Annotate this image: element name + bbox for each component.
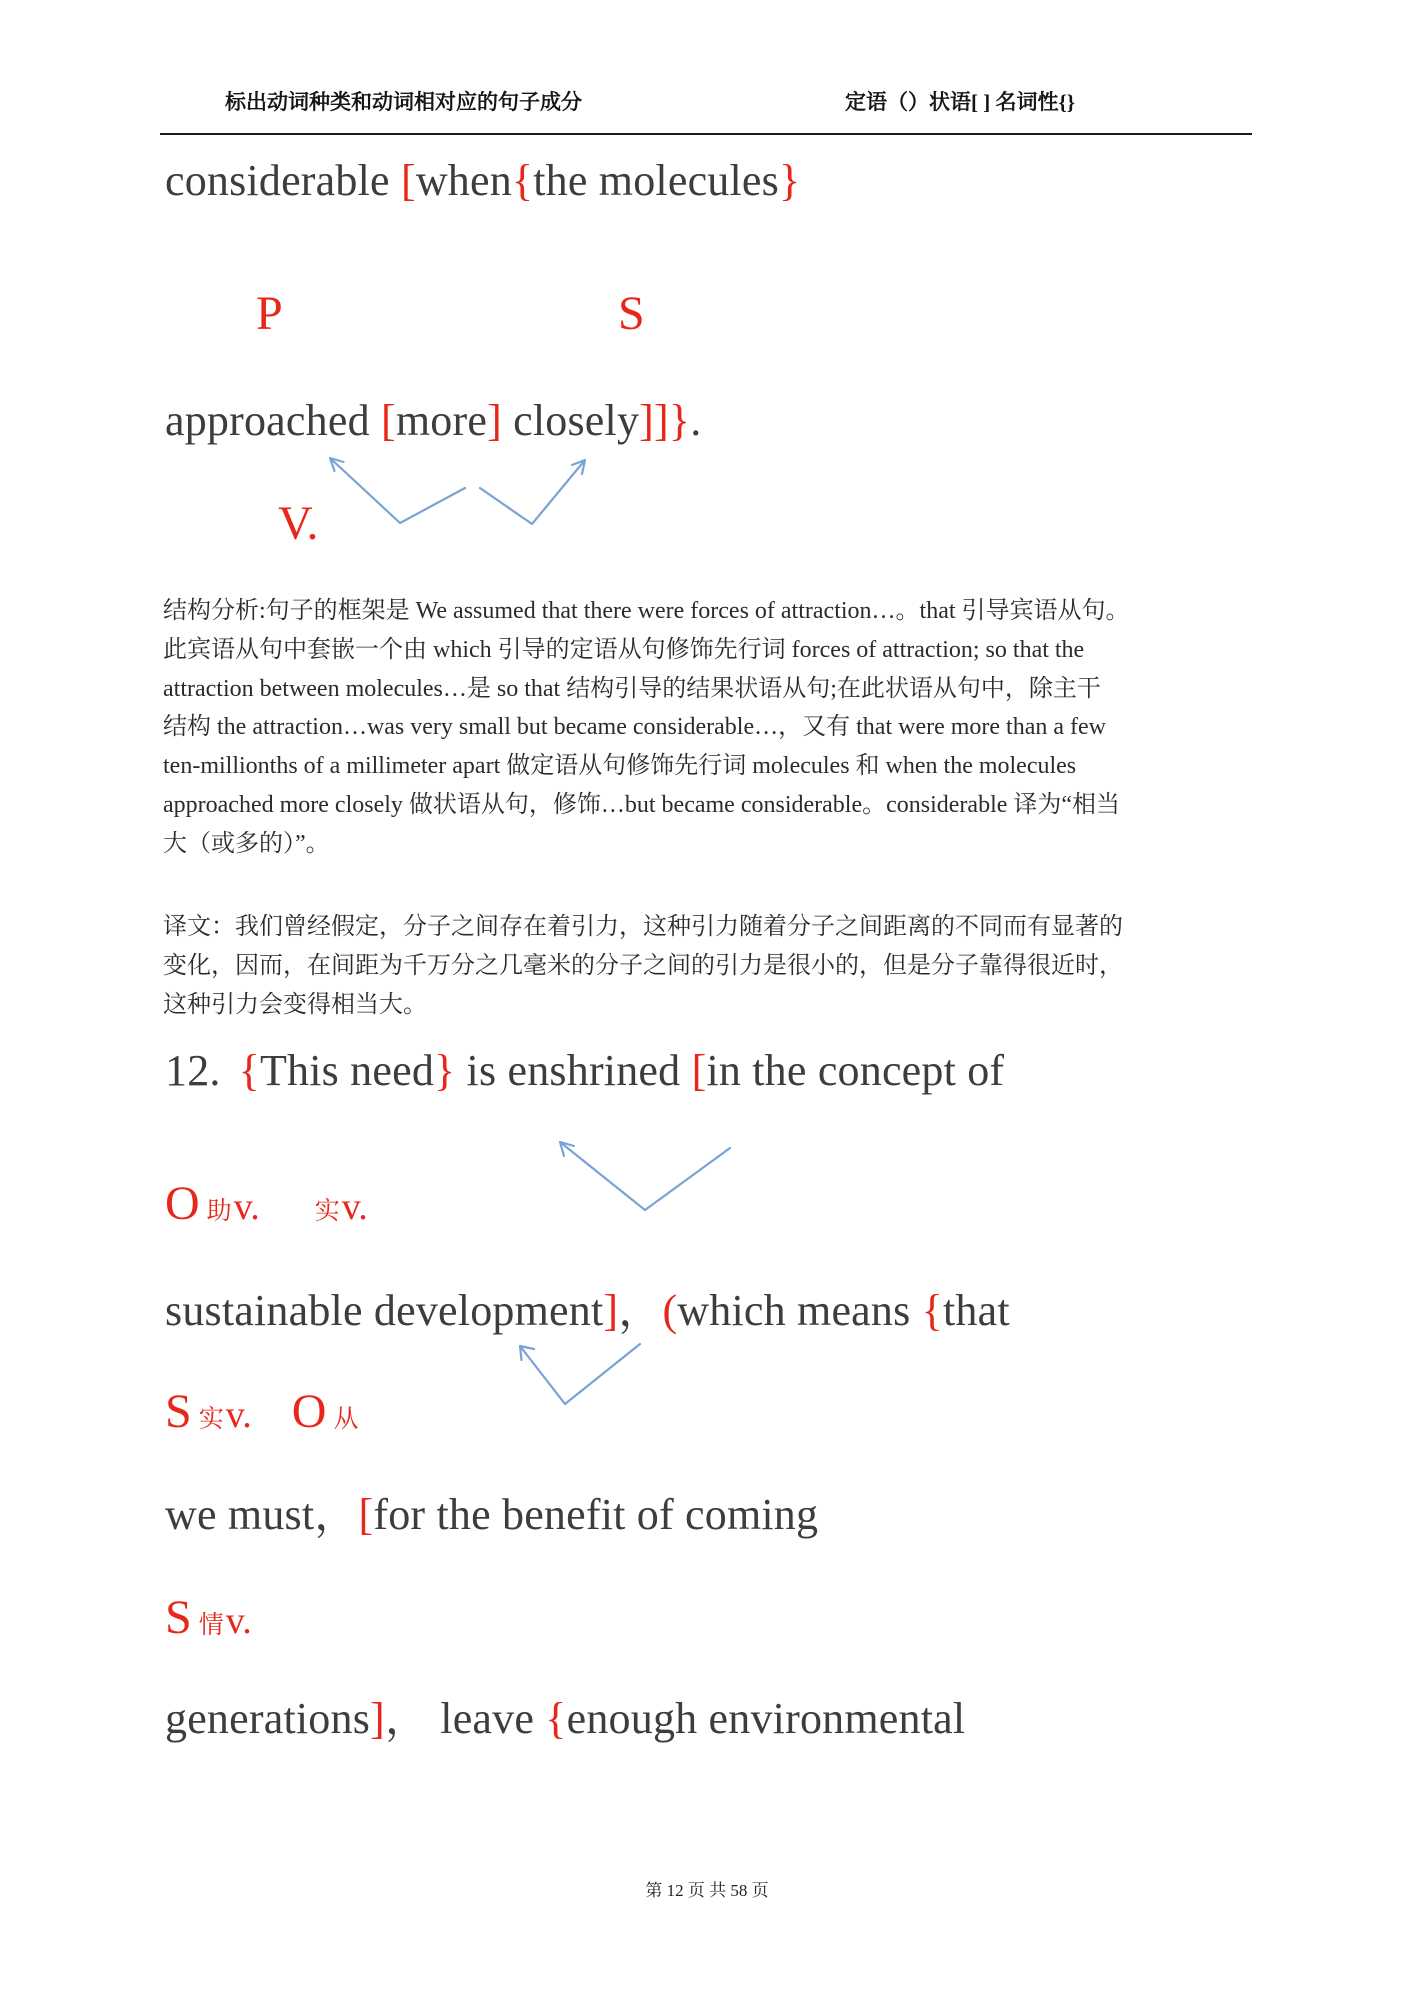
- analysis-line: 此宾语从句中套嵌一个由 which 引导的定语从句修饰先行词 forces of attraction; so that the: [163, 636, 1085, 663]
- annotation-s-shi-v-o-cong: [165, 1385, 360, 1438]
- sentence-11-line-2: [165, 396, 701, 445]
- text-run: for the benefit of coming: [373, 1490, 819, 1539]
- bracket-run: }: [434, 1046, 456, 1095]
- bracket-run: [: [691, 1046, 707, 1095]
- translation-line: 变化，因而，在间距为千万分之几毫米的分子之间的引力是很小的，但是分子靠得很近时，: [163, 952, 1123, 979]
- analysis-line: 结构 the attraction…was very small but became considerable…，又有 that were more than a few: [163, 714, 1107, 741]
- text-run: in the concept of: [706, 1046, 1005, 1095]
- sentence-11-line-1: [165, 156, 800, 205]
- modal-verb-tag: 情: [198, 1612, 224, 1639]
- bracket-run: {: [238, 1046, 260, 1095]
- structure-analysis-paragraph: [163, 592, 1130, 864]
- item-number: 12.: [165, 1046, 221, 1095]
- bracket-run: (: [662, 1286, 678, 1335]
- verb-abbrev: v.: [341, 1186, 368, 1228]
- translation-paragraph: [163, 908, 1123, 1024]
- text-run: enough environmental: [566, 1694, 966, 1743]
- bracket-run: ]]}: [639, 396, 691, 445]
- bracket-run: {: [921, 1286, 943, 1335]
- translation-line: 译文：我们曾经假定，分子之间存在着引力，这种引力随着分子之间距离的不同而有显著的: [163, 914, 1123, 940]
- verb-abbrev: v.: [225, 1600, 252, 1642]
- object-label: O: [291, 1385, 327, 1438]
- bracket-run: [: [358, 1490, 374, 1539]
- bracket-run: {: [511, 156, 534, 205]
- text-run: closely: [501, 396, 640, 445]
- notional-verb-tag: 实: [314, 1198, 340, 1225]
- text-run: the molecules: [533, 156, 779, 205]
- text-run: considerable: [165, 156, 401, 205]
- analysis-line: attraction between molecules…是 so that 结构引导的结果状语从句;在此状语从句中，除主干: [163, 675, 1101, 702]
- page-number-footer: 第 12 页 共 58 页: [645, 1881, 769, 1900]
- bracket-run: [: [400, 156, 416, 205]
- bracket-run: ]: [603, 1286, 619, 1335]
- verb-connector-arrow-icon: [505, 1335, 655, 1415]
- header-rule: [160, 133, 1252, 135]
- text-run: when: [415, 156, 512, 205]
- subject-label: S: [618, 287, 645, 340]
- verb-connector-arrow-icon: [300, 445, 600, 540]
- sentence-12-line-4: [165, 1694, 965, 1743]
- aux-verb-tag: 助: [206, 1198, 232, 1225]
- text-run: generations: [165, 1694, 371, 1743]
- annotation-o-zhu-v: [165, 1177, 368, 1230]
- verb-abbrev: v.: [233, 1186, 260, 1228]
- text-run: sustainable development: [165, 1286, 604, 1335]
- text-run: ， leave: [384, 1694, 546, 1743]
- object-label: O: [165, 1177, 200, 1230]
- sentence-12-line-3: [165, 1490, 818, 1539]
- text-run: is enshrined: [455, 1046, 692, 1095]
- clause-tag: 从: [333, 1406, 359, 1433]
- verb-abbrev: v.: [225, 1394, 252, 1436]
- verb-label: V.: [278, 497, 319, 550]
- predicate-label: P: [256, 287, 283, 340]
- bracket-run: ]: [487, 396, 502, 445]
- header-legend: 定语（）状语[ ] 名词性{}: [845, 90, 1076, 114]
- text-run: ，: [618, 1286, 663, 1335]
- verb-connector-arrow-icon: [540, 1130, 750, 1225]
- text-run: more: [395, 396, 488, 445]
- text-run: .: [690, 396, 702, 445]
- text-run: This need: [259, 1046, 435, 1095]
- text-run: we must，: [165, 1490, 359, 1539]
- text-run: which means: [677, 1286, 922, 1335]
- text-run: that: [942, 1286, 1010, 1335]
- sentence-12-line-2: [165, 1286, 1010, 1335]
- annotation-s-qing-v: [165, 1591, 252, 1644]
- analysis-line: ten-millionths of a millimeter apart 做定语从句修饰先行词 molecules 和 when the molecules: [163, 753, 1077, 780]
- analysis-line: approached more closely 做状语从句，修饰…but became considerable。considerable 译为“相当: [163, 791, 1121, 818]
- text-run: approached: [165, 396, 381, 445]
- sentence-12-line-1: [165, 1046, 1004, 1095]
- header-left-title: 标出动词种类和动词相对应的句子成分: [225, 90, 582, 114]
- bracket-run: }: [779, 156, 801, 205]
- translation-line: 这种引力会变得相当大。: [163, 991, 427, 1018]
- bracket-run: {: [545, 1694, 567, 1743]
- subject-label: S: [165, 1591, 192, 1644]
- subject-label: S: [165, 1385, 192, 1438]
- notional-verb-tag: 实: [198, 1406, 224, 1433]
- bracket-run: ]: [370, 1694, 385, 1743]
- analysis-line: 结构分析:句子的框架是 We assumed that there were forces of attraction…。that 引导宾语从句。: [163, 598, 1130, 624]
- analysis-line: 大（或多的）”。: [163, 830, 330, 857]
- bracket-run: [: [380, 396, 396, 445]
